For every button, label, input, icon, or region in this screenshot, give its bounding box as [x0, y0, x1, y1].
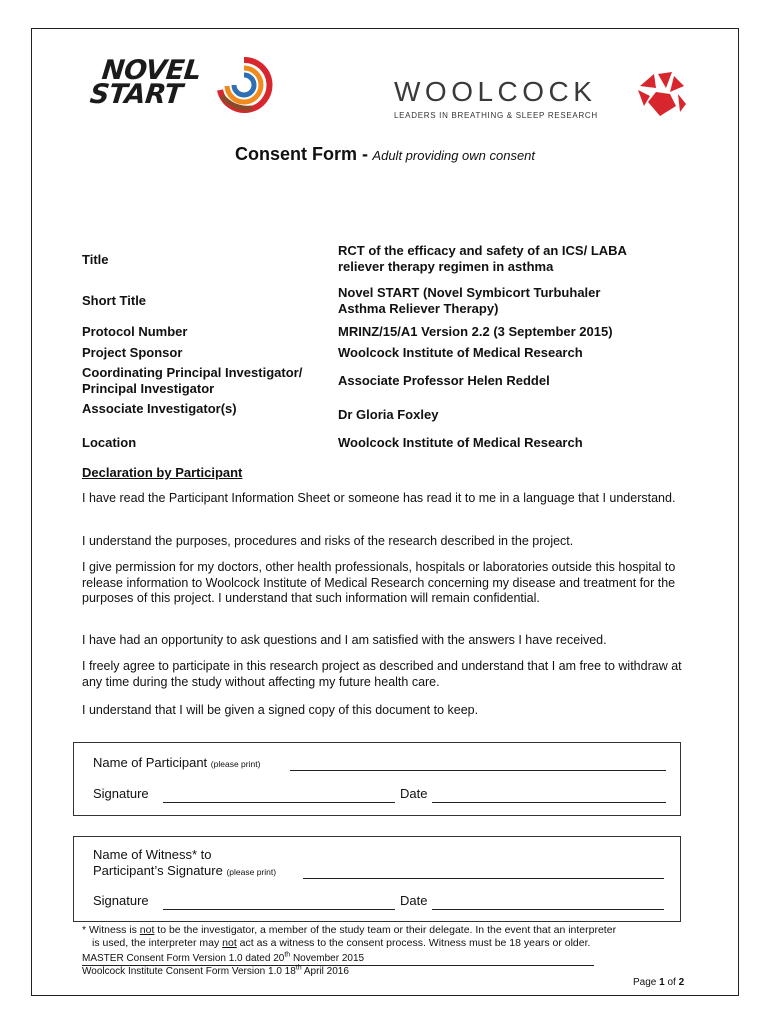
form-title: [0, 144, 770, 165]
form-title-subtitle: Adult providing own consent: [372, 148, 536, 163]
witness-signature-box: [73, 836, 681, 922]
witness-note-line2: is used, the interpreter may not act as a witness to the consent process. Witness must be 18 years or older.: [92, 937, 591, 949]
witness-date-field[interactable]: [432, 909, 664, 910]
witness-signature-label: Signature: [93, 893, 149, 908]
detail-label-associate: Associate Investigator(s): [82, 401, 237, 416]
participant-signature-box: [73, 742, 681, 816]
detail-label-sponsor: Project Sponsor: [82, 345, 183, 360]
novel-start-logo: [88, 56, 278, 116]
witness-name-field[interactable]: [303, 878, 664, 879]
detail-value-investigator: Associate Professor Helen Reddel: [338, 373, 550, 388]
declaration-paragraph: I understand that I will be given a signed copy of this document to keep.: [82, 703, 479, 717]
master-version-line: MASTER Consent Form Version 1.0 dated 20th November 2015: [82, 951, 365, 964]
witness-name-label-line2: [93, 863, 276, 878]
participant-name-hint: (please print): [210, 759, 261, 769]
detail-label-protocol: Protocol Number: [82, 324, 188, 339]
participant-signature-label: Signature: [93, 786, 149, 801]
detail-label-location: Location: [82, 435, 137, 450]
detail-value-location: Woolcock Institute of Medical Research: [338, 435, 583, 450]
witness-name-hint: (please print): [226, 867, 277, 877]
declaration-heading: Declaration by Participant: [82, 465, 243, 480]
novel-swirl-icon: [212, 56, 276, 114]
participant-signature-field[interactable]: [163, 802, 395, 803]
detail-label-investigator: Coordinating Principal Investigator/ Principal Investigator: [82, 365, 303, 396]
declaration-paragraph: I have had an opportunity to ask questions and I am satisfied with the answers I have received.: [82, 633, 607, 647]
local-version-line: Woolcock Institute Consent Form Version 1.0 18th April 2016: [82, 964, 349, 977]
woolcock-leaf-icon: [636, 72, 686, 118]
witness-date-label: Date: [400, 893, 428, 908]
detail-value-associate: Dr Gloria Foxley: [338, 407, 439, 422]
declaration-paragraph: I have read the Participant Information Sheet or someone has read it to me in a language that I understand.: [82, 491, 676, 505]
page-number: Page 1 of 2: [633, 977, 685, 988]
participant-name-field[interactable]: [290, 770, 666, 771]
novel-logo-line2: START: [88, 79, 184, 110]
detail-value-short-title: Novel START (Novel Symbicort Turbuhaler Asthma Reliever Therapy): [338, 285, 601, 316]
declaration-paragraph: I freely agree to participate in this research project as described and understand that I am free to withdraw at any time during the study without affecting my future health care.: [82, 659, 682, 689]
novel-logo-line1: NOVEL: [100, 55, 203, 86]
detail-value-protocol: MRINZ/15/A1 Version 2.2 (3 September 2015): [338, 324, 613, 339]
detail-value-sponsor: Woolcock Institute of Medical Research: [338, 345, 583, 360]
witness-name-label-line1: Name of Witness* to: [93, 847, 212, 862]
declaration-paragraph: I understand the purposes, procedures and risks of the research described in the project.: [82, 534, 574, 548]
woolcock-logo: [388, 72, 688, 124]
participant-name-label: [93, 755, 260, 770]
detail-label-title: Title: [82, 252, 109, 267]
participant-name-label-text: Name of Participant: [93, 755, 208, 770]
form-title-main: Consent Form -: [234, 144, 368, 164]
participant-date-label: Date: [400, 786, 428, 801]
woolcock-wordmark: WOOLCOCK: [394, 76, 597, 107]
participant-date-field[interactable]: [432, 802, 666, 803]
woolcock-tagline: LEADERS IN BREATHING & SLEEP RESEARCH: [394, 111, 598, 120]
witness-note: [82, 924, 702, 950]
witness-note-line1: * Witness is not to be the investigator, a member of the study team or their delegate. In the event that an interpreter: [82, 924, 617, 936]
witness-signature-field[interactable]: [163, 909, 395, 910]
detail-value-title: RCT of the efficacy and safety of an ICS/ LABA reliever therapy regimen in asthma: [338, 243, 627, 274]
detail-label-short-title: Short Title: [82, 293, 147, 308]
witness-name-label-text: Participant’s Signature: [93, 863, 223, 878]
declaration-paragraph: I give permission for my doctors, other health professionals, hospitals or laboratories outside this hospital to release information to Woolcock Institute of Medical Research concerning my disease and treatment for the purposes of this project. I understand that such information will remain confidential.: [82, 560, 676, 605]
